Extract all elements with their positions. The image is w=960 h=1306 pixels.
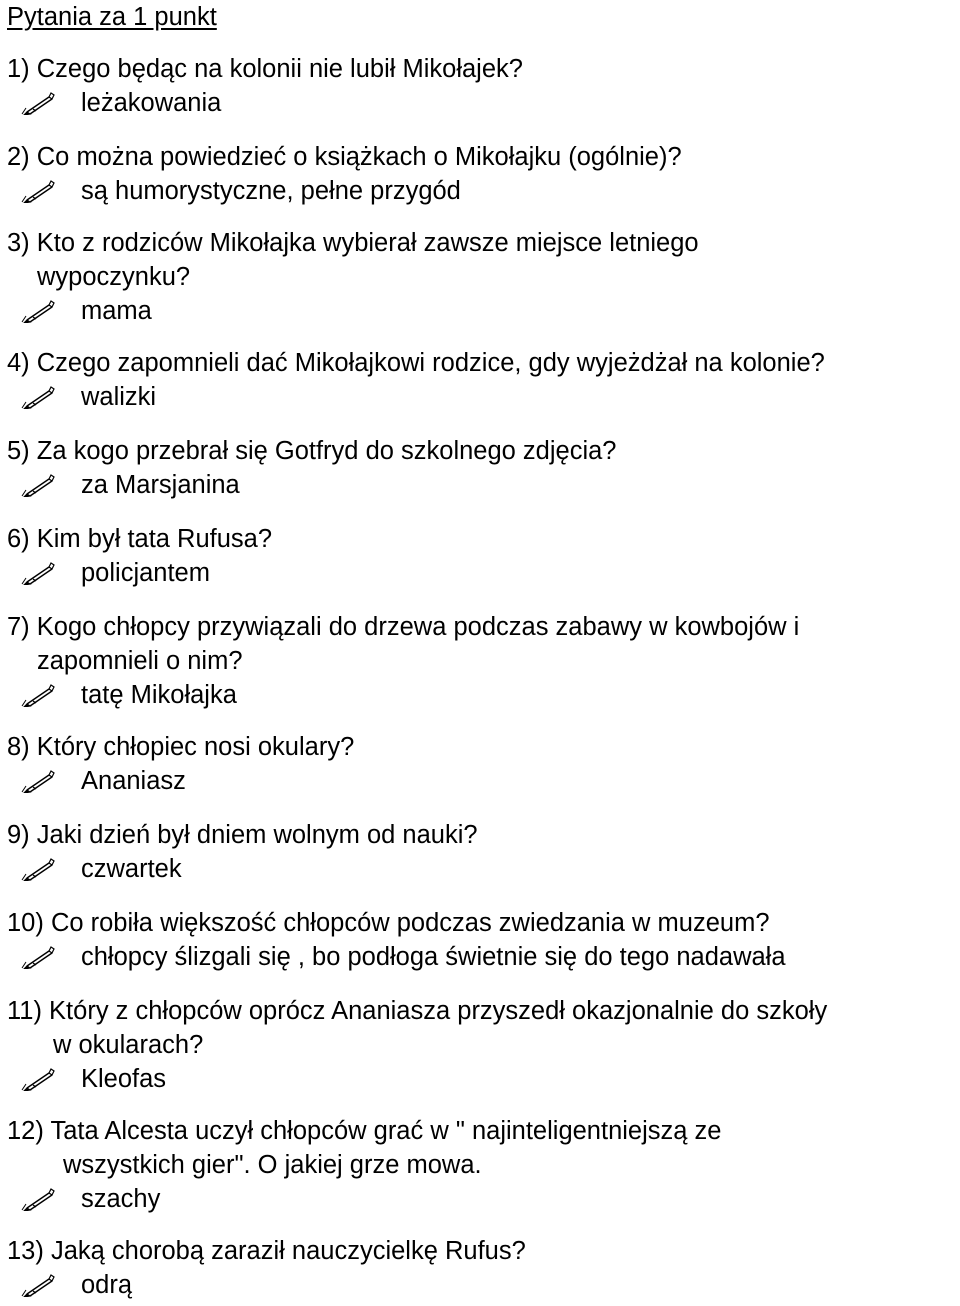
answer-row <box>7 678 960 712</box>
qa-item <box>7 994 960 1096</box>
question-text-continued: zapomnieli o nim? <box>37 647 243 675</box>
qa-item <box>7 522 960 590</box>
pen-writing-icon <box>21 473 55 497</box>
answer-row <box>7 174 960 208</box>
answer-text: są humorystyczne, pełne przygód <box>81 177 461 205</box>
answer-row <box>7 86 960 120</box>
answer-row <box>7 380 960 414</box>
question-text: 12) Tata Alcesta uczył chłopców grać w " najinteligentniejszą ze <box>7 1117 722 1145</box>
answer-text: odrą <box>81 1271 133 1299</box>
answer-text: chłopcy ślizgali się , bo podłoga świetnie się do tego nadawała <box>81 943 786 971</box>
question-text: 9) Jaki dzień był dniem wolnym od nauki? <box>7 821 478 849</box>
qa-item <box>7 730 960 798</box>
answer-text: Kleofas <box>81 1065 167 1093</box>
answer-row <box>7 764 960 798</box>
answer-row <box>7 556 960 590</box>
qa-item <box>7 52 960 120</box>
answer-text: szachy <box>81 1185 161 1213</box>
page-title: Pytania za 1 punkt <box>7 3 217 31</box>
answer-row <box>7 940 960 974</box>
qa-item <box>7 346 960 414</box>
question-text: 3) Kto z rodziców Mikołajka wybierał zawsze miejsce letniego <box>7 229 699 257</box>
answer-row <box>7 468 960 502</box>
qa-item <box>7 1234 960 1302</box>
pen-writing-icon <box>21 385 55 409</box>
answer-text: tatę Mikołajka <box>81 681 237 709</box>
question-text: 1) Czego będąc na kolonii nie lubił Mikołajek? <box>7 55 523 83</box>
question-text: 2) Co można powiedzieć o książkach o Mikołajku (ogólnie)? <box>7 143 682 171</box>
pen-writing-icon <box>21 683 55 707</box>
answer-text: za Marsjanina <box>81 471 240 499</box>
answer-text: walizki <box>81 383 157 411</box>
qa-item <box>7 1114 960 1216</box>
qa-item <box>7 906 960 974</box>
pen-writing-icon <box>21 945 55 969</box>
answer-row <box>7 1062 960 1096</box>
answer-text: leżakowania <box>81 89 222 117</box>
pen-writing-icon <box>21 561 55 585</box>
question-text: 5) Za kogo przebrał się Gotfryd do szkolnego zdjęcia? <box>7 437 617 465</box>
answer-row <box>7 294 960 328</box>
pen-writing-icon <box>21 1067 55 1091</box>
qa-item <box>7 226 960 328</box>
answer-row <box>7 1268 960 1302</box>
answer-text: czwartek <box>81 855 182 883</box>
pen-writing-icon <box>21 179 55 203</box>
answer-row <box>7 852 960 886</box>
pen-writing-icon <box>21 769 55 793</box>
question-text-continued: w okularach? <box>53 1031 204 1059</box>
question-text: 6) Kim był tata Rufusa? <box>7 525 273 553</box>
answer-text: mama <box>81 297 152 325</box>
answer-text: Ananiasz <box>81 767 186 795</box>
answer-text: policjantem <box>81 559 210 587</box>
question-text-continued: wszystkich gier". O jakiej grze mowa. <box>63 1151 482 1179</box>
qa-item <box>7 434 960 502</box>
question-text: 7) Kogo chłopcy przywiązali do drzewa podczas zabawy w kowbojów i <box>7 613 800 641</box>
qa-item <box>7 610 960 712</box>
question-text: 13) Jaką chorobą zaraził nauczycielkę Rufus? <box>7 1237 526 1265</box>
question-text: 11) Który z chłopców oprócz Ananiasza przyszedł okazjonalnie do szkoły <box>7 997 828 1025</box>
pen-writing-icon <box>21 857 55 881</box>
question-text: 4) Czego zapomnieli dać Mikołajkowi rodzice, gdy wyjeżdżał na kolonie? <box>7 349 825 377</box>
pen-writing-icon <box>21 1187 55 1211</box>
question-text-continued: wypoczynku? <box>37 263 191 291</box>
question-text: 10) Co robiła większość chłopców podczas zwiedzania w muzeum? <box>7 909 770 937</box>
qa-item <box>7 140 960 208</box>
question-text: 8) Który chłopiec nosi okulary? <box>7 733 355 761</box>
pen-writing-icon <box>21 1273 55 1297</box>
pen-writing-icon <box>21 299 55 323</box>
qa-item <box>7 818 960 886</box>
answer-row <box>7 1182 960 1216</box>
pen-writing-icon <box>21 91 55 115</box>
